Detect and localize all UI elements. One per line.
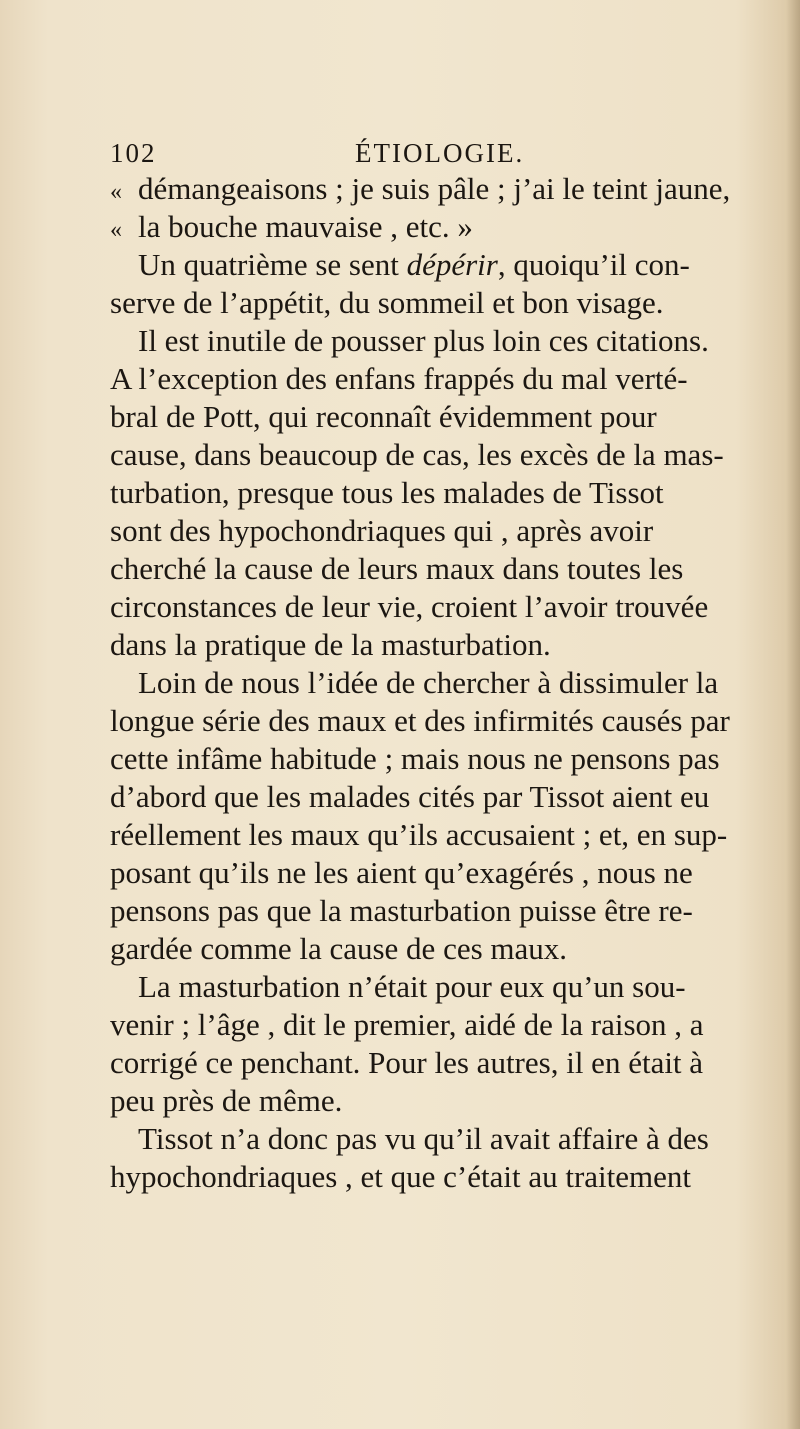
running-title: ÉTIOLOGIE. — [355, 138, 525, 168]
line-text: démangeaisons ; je suis pâle ; j’ai le teint jaune, — [138, 171, 731, 206]
text-line: Loin de nous l’idée de chercher à dissimuler la — [138, 665, 719, 700]
text-line: réellement les maux qu’ils accusaient ; et, en sup- — [110, 817, 728, 852]
text-line: Tissot n’a donc pas vu qu’il avait affaire à des — [138, 1121, 709, 1156]
line-text: la bouche mauvaise , etc. » — [138, 209, 473, 244]
text-line: corrigé ce penchant. Pour les autres, il en était à — [110, 1045, 704, 1080]
text-line: La masturbation n’était pour eux qu’un sou- — [138, 969, 686, 1004]
text-line: serve de l’appétit, du sommeil et bon visage. — [110, 285, 664, 320]
line-text: Un quatrième se sent — [138, 247, 407, 282]
text-line: circonstances de leur vie, croient l’avoir trouvée — [110, 589, 709, 624]
text-line: longue série des maux et des infirmités causés par — [110, 703, 730, 738]
text-line: cause, dans beaucoup de cas, les excès de la mas- — [110, 437, 724, 472]
text-line: d’abord que les malades cités par Tissot aient eu — [110, 779, 710, 814]
text-line: hypochondriaques , et que c’était au traitement — [110, 1159, 692, 1194]
open-quote: « — [110, 179, 122, 205]
text-line — [110, 208, 473, 246]
text-line: cherché la cause de leurs maux dans toutes les — [110, 551, 684, 586]
page-edge-shadow — [786, 0, 800, 1429]
text-line — [110, 170, 730, 208]
page-number: 102 — [110, 138, 157, 168]
text-line: cette infâme habitude ; mais nous ne pensons pas — [110, 741, 720, 776]
text-line — [138, 246, 690, 284]
text-line: Il est inutile de pousser plus loin ces citations. — [138, 323, 709, 358]
text-line: venir ; l’âge , dit le premier, aidé de la raison , a — [110, 1007, 704, 1042]
text-line: A l’exception des enfans frappés du mal verté- — [110, 361, 688, 396]
text-line: bral de Pott, qui reconnaît évidemment pour — [110, 399, 657, 434]
italic-word: dépérir — [406, 247, 498, 282]
open-quote: « — [110, 217, 122, 243]
text-line: gardée comme la cause de ces maux. — [110, 931, 568, 966]
line-text: , quoiqu’il con- — [497, 247, 690, 282]
text-line: posant qu’ils ne les aient qu’exagérés , nous ne — [110, 855, 693, 890]
text-line: dans la pratique de la masturbation. — [110, 627, 551, 662]
text-line: pensons pas que la masturbation puisse être re- — [110, 893, 693, 928]
text-line: turbation, presque tous les malades de Tissot — [110, 475, 664, 510]
text-line: sont des hypochondriaques qui , après avoir — [110, 513, 654, 548]
text-line: peu près de même. — [110, 1083, 343, 1118]
